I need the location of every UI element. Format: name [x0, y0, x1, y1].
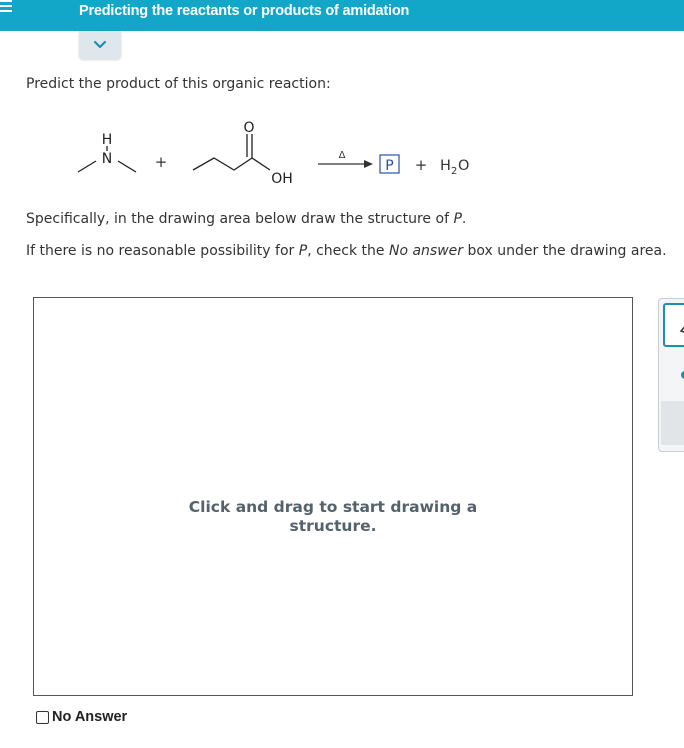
instruction-line-2: If there is no reasonable possibility for P, check the No answer box under the drawing area.	[26, 243, 667, 259]
eraser-icon	[677, 317, 684, 337]
product-p-ref: P	[298, 243, 308, 259]
no-answer-ref: No answer	[388, 243, 464, 259]
water-subscript: 2	[451, 166, 458, 177]
question-prompt: Predict the product of this organic reaction:	[26, 76, 331, 92]
instruction-line-1: Specifically, in the drawing area below draw the structure of P.	[26, 211, 467, 227]
no-answer-option[interactable]	[36, 709, 127, 725]
product-p-label: P	[385, 158, 394, 174]
reaction-scheme	[0, 110, 684, 200]
amine-h-label: H	[101, 132, 113, 148]
structure-drawing-area[interactable]	[33, 297, 633, 696]
water-o-label: O	[458, 158, 470, 174]
acid-o-label: O	[243, 120, 255, 136]
eraser-tool-button[interactable]	[663, 303, 684, 347]
drawing-hint: Click and drag to start drawing a structure.	[188, 498, 478, 535]
heat-symbol: Δ	[338, 150, 346, 161]
plus-sign: +	[414, 156, 428, 174]
chevron-down-icon	[93, 40, 107, 50]
product-p-ref: P	[453, 211, 462, 227]
reaction-arrow	[318, 150, 373, 168]
propanoic-acid-structure	[193, 120, 293, 187]
acid-oh-label: OH	[271, 171, 293, 187]
collapse-toggle-button[interactable]	[79, 31, 121, 59]
menu-icon[interactable]	[0, 0, 14, 18]
tool-button-disabled[interactable]	[661, 401, 684, 445]
drawing-tool-panel	[658, 298, 684, 452]
no-answer-label: No Answer	[52, 709, 128, 725]
plus-sign: +	[154, 153, 168, 171]
amine-n-label: N	[101, 151, 113, 167]
no-answer-checkbox[interactable]	[36, 711, 49, 724]
header-bar	[0, 0, 684, 31]
water-h-label: H	[440, 158, 451, 174]
dimethylamine-structure	[78, 132, 136, 172]
page-title: Predicting the reactants or products of amidation	[79, 3, 410, 19]
